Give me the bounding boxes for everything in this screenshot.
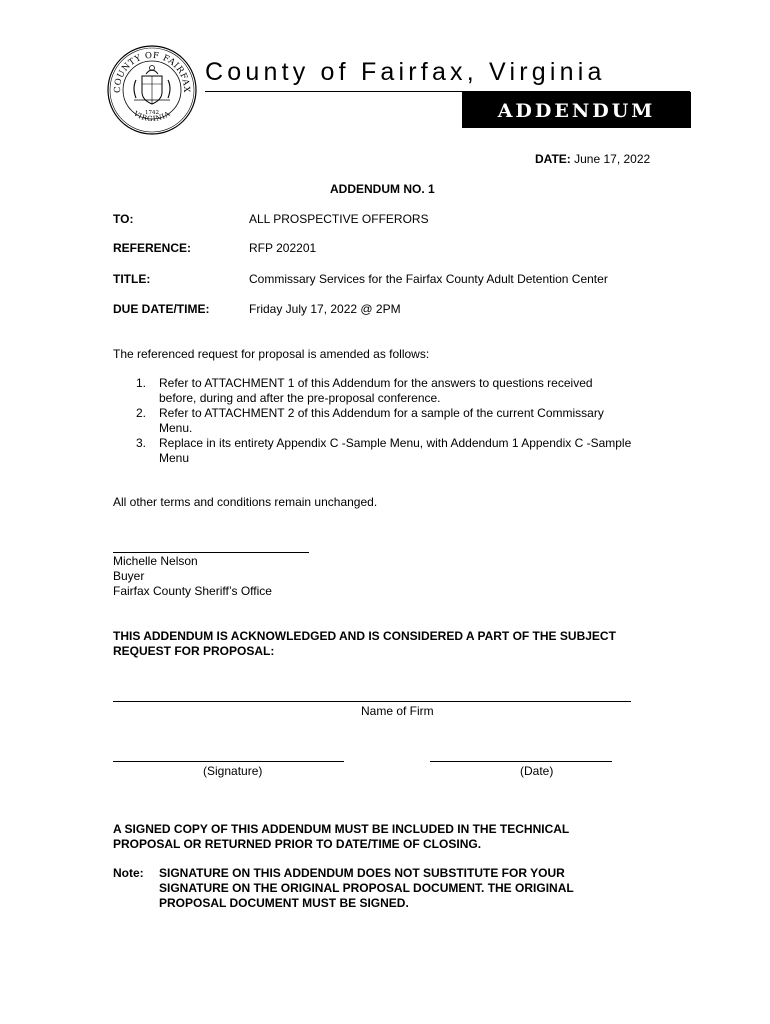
note-line-2: SIGNATURE ON THE ORIGINAL PROPOSAL DOCUMENT. THE ORIGINAL [159,881,574,895]
list-item-text-cont: Menu [159,451,190,465]
date-label: DATE: [535,152,571,166]
closing-text: All other terms and conditions remain unchanged. [113,495,378,509]
reference-label: REFERENCE: [113,241,192,255]
firm-name-line[interactable] [113,701,631,702]
list-item-number: 1. [135,376,146,390]
firm-name-caption: Name of Firm [361,704,434,718]
list-item-text: Refer to ATTACHMENT 2 of this Addendum for a sample of the current Commissary [159,406,604,420]
signature-caption: (Signature) [203,764,263,778]
notice-line-1: A SIGNED COPY OF THIS ADDENDUM MUST BE INCLUDED IN THE TECHNICAL [113,822,570,836]
signature-line[interactable] [113,761,344,762]
date-line-field[interactable] [430,761,612,762]
note-line-3: PROPOSAL DOCUMENT MUST BE SIGNED. [159,896,409,910]
date-caption: (Date) [520,764,554,778]
buyer-signature-line [113,552,309,553]
list-item-number: 3. [135,436,146,450]
list-item-text: Replace in its entirety Appendix C -Sample Menu, with Addendum 1 Appendix C -Sample [159,436,632,450]
due-date-label: DUE DATE/TIME: [113,302,210,316]
page-title: County of Fairfax, Virginia [205,58,606,86]
addendum-number: ADDENDUM NO. 1 [330,182,435,196]
list-item-text-cont: before, during and after the pre-proposal conference. [159,391,441,405]
list-item-text-cont: Menu. [159,421,193,435]
reference-value: RFP 202201 [249,241,317,255]
title-value: Commissary Services for the Fairfax County Adult Detention Center [249,272,608,286]
title-label: TITLE: [113,272,151,286]
to-label: TO: [113,212,134,226]
list-item-number: 2. [135,406,146,420]
notice-line-2: PROPOSAL OR RETURNED PRIOR TO DATE/TIME OF CLOSING. [113,837,482,851]
seal-text-top: COUNTY OF FAIRFAX [112,50,192,94]
date-value: June 17, 2022 [574,152,651,166]
seal-year: 1742 [145,110,159,116]
date-line [535,152,650,167]
signer-role: Buyer [113,569,145,583]
note-line-1: SIGNATURE ON THIS ADDENDUM DOES NOT SUBSTITUTE FOR YOUR [159,866,565,880]
seal-text-bottom: VIRGINIA [132,109,172,124]
addendum-banner-text: ADDENDUM [497,100,656,122]
acknowledgement-line-2: REQUEST FOR PROPOSAL: [113,644,275,658]
county-seal [106,44,198,136]
signer-name: Michelle Nelson [113,554,198,568]
acknowledgement-line-1: THIS ADDENDUM IS ACKNOWLEDGED AND IS CONSIDERED A PART OF THE SUBJECT [113,629,616,643]
note-label: Note: [113,866,144,880]
signer-office: Fairfax County Sheriff’s Office [113,584,272,598]
to-value: ALL PROSPECTIVE OFFERORS [249,212,429,226]
due-date-value: Friday July 17, 2022 @ 2PM [249,302,401,316]
list-item-text: Refer to ATTACHMENT 1 of this Addendum for the answers to questions received [159,376,593,390]
intro-text: The referenced request for proposal is amended as follows: [113,347,430,361]
